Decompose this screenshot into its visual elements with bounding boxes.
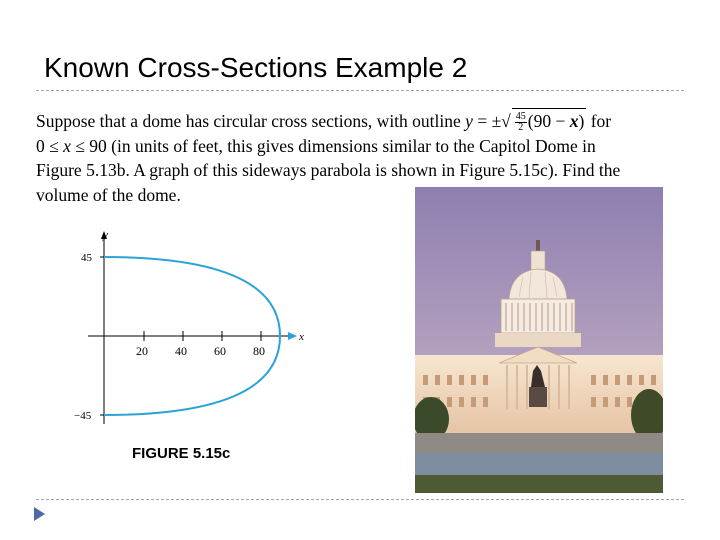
problem-line-4: volume of the dome.: [36, 184, 181, 205]
slide-title: Known Cross-Sections Example 2: [44, 52, 468, 83]
statue-freedom: [536, 240, 540, 252]
sqrt-sign: √: [501, 111, 511, 131]
bullet-arrow-icon: [34, 507, 45, 521]
reflecting-pool: [415, 453, 663, 475]
figure-caption: FIGURE 5.15c: [132, 445, 231, 462]
drum-base: [495, 333, 581, 347]
capitol-dome-photo: [415, 187, 663, 493]
x-ticks: [136, 331, 265, 358]
lantern: [531, 251, 545, 271]
sqrt-body: $\frac{45}{2}$ (90 − x): [512, 108, 587, 134]
problem-line-1: Suppose that a dome has circular cross sections, with outline y = ±√ $\frac{45}{2}$ (90 − x) for: [36, 108, 712, 134]
x-tick-label-40: 40: [175, 344, 187, 358]
fraction: $\frac{45}{2}$: [515, 111, 526, 134]
plaza: [415, 433, 663, 453]
x-axis-arrow: [288, 332, 297, 340]
grant-memorial-pedestal: [529, 387, 547, 407]
bottom-divider: [36, 499, 684, 500]
problem-line-3: Figure 5.13b. A graph of this sideways parabola is shown in Figure 5.15c). Find the: [36, 160, 621, 180]
x-tick-label-60: 60: [214, 344, 226, 358]
parabola-graph: [70, 222, 320, 472]
x-tick-label-80: 80: [253, 344, 265, 358]
top-divider: [36, 90, 684, 91]
x-tick-label-20: 20: [136, 344, 148, 358]
problem-line-2: 0 ≤ x ≤ 90 (in units of feet, this gives dimensions similar to the Capitol Dome in: [36, 135, 596, 156]
x-axis-label: x: [299, 331, 304, 343]
y-tick-label-bottom: −45: [74, 410, 92, 422]
lawn: [415, 475, 663, 493]
y-axis-label: y: [103, 229, 108, 241]
y-tick-label-top: 45: [81, 252, 92, 264]
